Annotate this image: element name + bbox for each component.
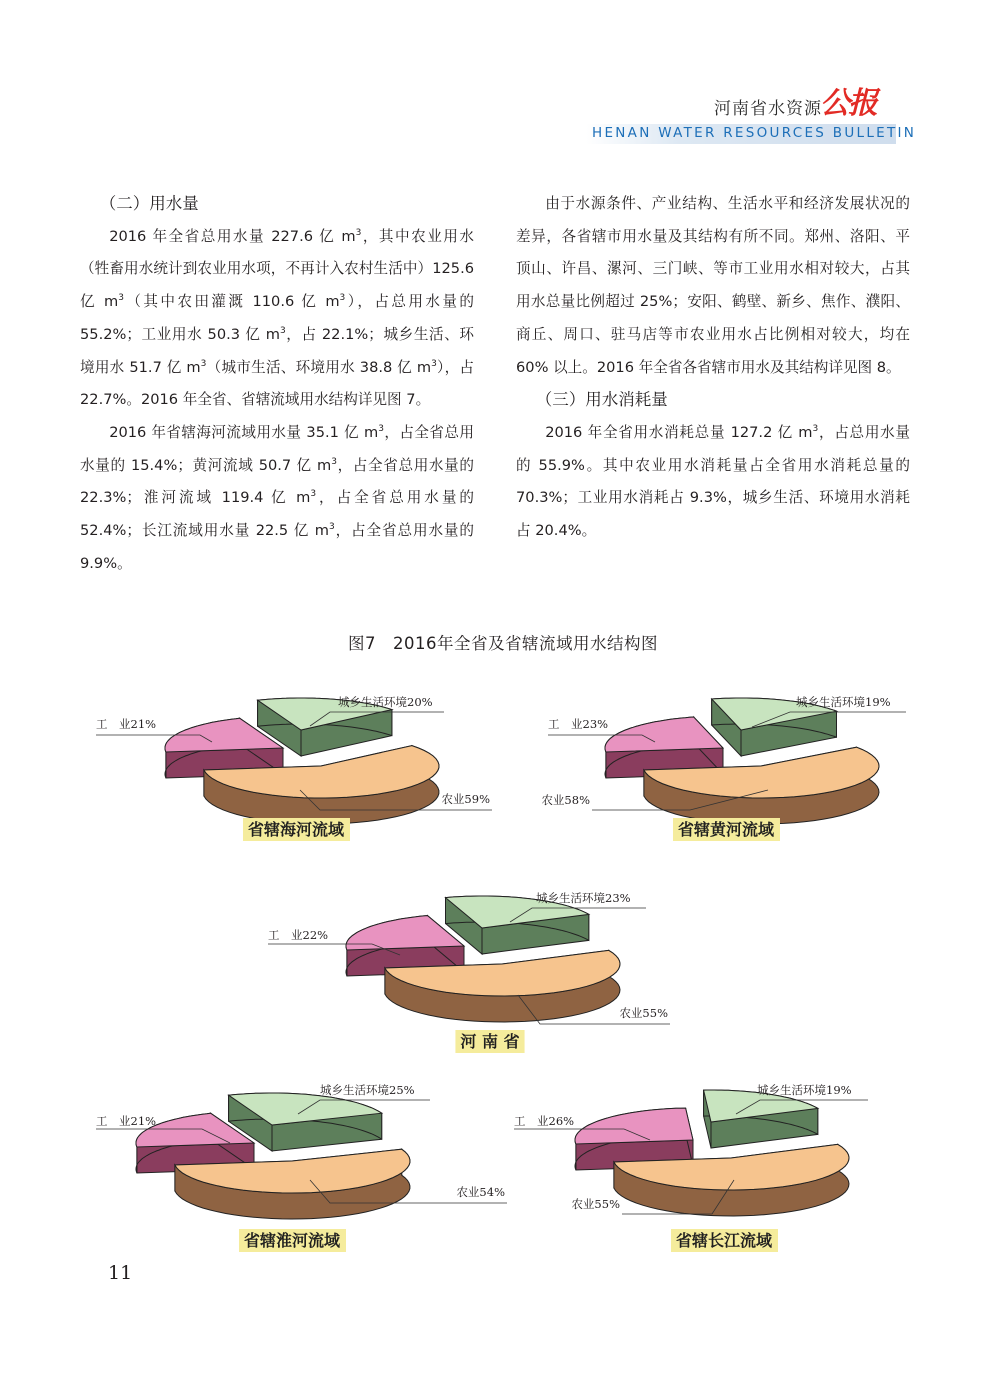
region-title: 省辖长江流域 (675, 1231, 773, 1250)
pie-huanghe (541, 695, 906, 841)
label-industry: 工 业23% (548, 717, 609, 731)
label-industry: 工 业26% (514, 1114, 575, 1128)
label-domestic: 城乡生活环境25% (320, 1083, 415, 1097)
header-seal: 公报 (820, 86, 876, 121)
section-heading-consumption: （三）用水消耗量 (535, 390, 668, 410)
pie-changjiang (514, 1083, 868, 1252)
paragraph-total-use: 2016 年全省总用水量 227.6 亿 $m^3$，其中农业用水（牲畜用水统计到农业用水项，不再计入农村生活中）125.6 亿 $m^3$（其中农田灌溉 110.6 亿 $m^3$），占总用水量的 55.2%；工业用水 50.3 亿 $m^3$，占 22.1%；城乡生活、环境用水 51.7 亿 $m^3$（城市生活、环境用水 38.8 亿 $m^3$），占 22.7%。2016 年全省、省辖流域用水结构详见图 7。 (80, 227, 474, 409)
label-domestic: 城乡生活环境19% (796, 695, 891, 709)
pie-slice-domestic (704, 1090, 818, 1148)
pie-huaihe (96, 1083, 507, 1252)
paragraph-city-structure: 由于水源条件、产业结构、生活水平和经济发展状况的差异，各省辖市用水量及其结构有所不同。郑州、洛阳、平顶山、许昌、漯河、三门峡、等市工业用水相对较大，占其用水总量比例超过 25%；安阳、鹤壁、新乡、焦作、濮阳、商丘、周口、驻马店等市农业用水占比例相对较大，均在 60% 以上。2016 年全省各省辖市用水及其结构详见图 8。 (516, 195, 910, 376)
label-agri: 农业58% (541, 793, 590, 807)
label-domestic: 城乡生活环境19% (757, 1083, 852, 1097)
region-title: 省辖海河流域 (247, 820, 345, 839)
header-title-en: HENAN WATER RESOURCES BULLETIN (592, 125, 917, 141)
label-agri: 农业55% (619, 1006, 668, 1020)
label-domestic: 城乡生活环境20% (338, 695, 433, 709)
region-title: 省辖淮河流域 (243, 1231, 341, 1250)
region-title: 省辖黄河流域 (677, 820, 775, 839)
label-agri: 农业55% (571, 1197, 620, 1211)
label-domestic: 城乡生活环境23% (536, 891, 631, 905)
figure-title: 图7 2016年全省及省辖流域用水结构图 (348, 634, 658, 653)
pie-henan (268, 891, 670, 1053)
region-title: 河 南 省 (460, 1032, 520, 1051)
section-heading-water-use: （二）用水量 (99, 194, 199, 213)
header-title-cn: 河南省水资源 (714, 99, 822, 119)
paragraph-basin-use: 2016 年省辖海河流域用水量 35.1 亿 $m^3$，占全省总用水量的 15.4%；黄河流域 50.7 亿 $m^3$，占全省总用水量的 22.3%；淮河流域 119.4 亿 $m^3$，占全省总用水量的 52.4%；长江流域用水量 22.5 亿 $m^3$，占全省总用水量的 9.9%。 (80, 423, 474, 572)
page-number: 11 (108, 1262, 133, 1284)
label-industry: 工 业21% (96, 1114, 157, 1128)
paragraph-consumption: 2016 年全省用水消耗总量 127.2 亿 $m^3$，占总用水量的 55.9%。其中农业用水消耗量占全省用水消耗总量的 70.3%；工业用水消耗占 9.3%，城乡生活、环境用水消耗占 20.4%。 (516, 423, 910, 540)
label-agri: 农业59% (441, 792, 490, 806)
pie-haihe (96, 695, 492, 841)
label-industry: 工 业22% (268, 928, 329, 942)
label-industry: 工 业21% (96, 717, 157, 731)
label-agri: 农业54% (456, 1185, 505, 1199)
